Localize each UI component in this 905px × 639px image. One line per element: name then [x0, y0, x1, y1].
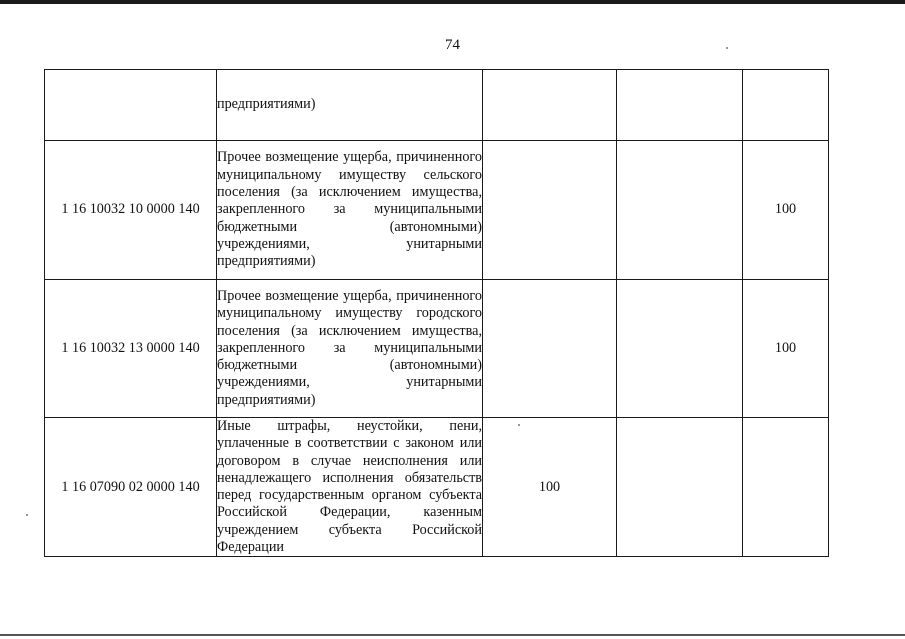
- share-cell-col4: [617, 70, 743, 141]
- scan-speck: [518, 424, 520, 426]
- share-cell-col3: [483, 141, 617, 280]
- revenue-description-cell: Прочее возмещение ущерба, причиненного муниципальному имуществу городского поселения (за исключением имущества, закрепленного за муниципальными бюджетными (автономными) учреждениями, унитарными предприятиями): [217, 280, 483, 418]
- scan-bottom-edge: [0, 634, 905, 636]
- scan-top-edge: [0, 0, 905, 4]
- share-cell-col3: [483, 70, 617, 141]
- page-number: 74: [445, 37, 460, 53]
- kbk-code-cell: 1 16 10032 10 0000 140: [45, 141, 217, 280]
- revenue-distribution-table: [44, 69, 829, 557]
- kbk-code-cell: 1 16 10032 13 0000 140: [45, 280, 217, 418]
- share-cell-col3: 100: [483, 418, 617, 557]
- table-row: [45, 418, 829, 557]
- share-cell-col5: [743, 418, 829, 557]
- share-cell-col4: [617, 141, 743, 280]
- kbk-code-cell: 1 16 07090 02 0000 140: [45, 418, 217, 557]
- share-cell-col4: [617, 280, 743, 418]
- scan-speck: [26, 514, 28, 516]
- table-row: [45, 141, 829, 280]
- share-cell-col5: 100: [743, 280, 829, 418]
- kbk-code-cell: [45, 70, 217, 141]
- share-cell-col4: [617, 418, 743, 557]
- revenue-description-cell: Иные штрафы, неустойки, пени, уплаченные в соответствии с законом или договором в случае неисполнения или ненадлежащего исполнения обязательств перед государственным органом субъекта Российской Федерации, казенным учреждением субъекта Российской Федерации: [217, 418, 482, 556]
- scan-speck: [726, 47, 728, 49]
- share-cell-col5: [743, 70, 829, 141]
- revenue-description-cell: Прочее возмещение ущерба, причиненного муниципальному имуществу сельского поселения (за исключением имущества, закрепленного за муниципальными бюджетными (автономными) учреждениями, унитарными предприятиями): [217, 141, 483, 280]
- revenue-description-cell: предприятиями): [217, 70, 483, 141]
- table-row: [45, 70, 829, 141]
- share-cell-col5: 100: [743, 141, 829, 280]
- table-row: [45, 280, 829, 418]
- share-cell-col3: [483, 280, 617, 418]
